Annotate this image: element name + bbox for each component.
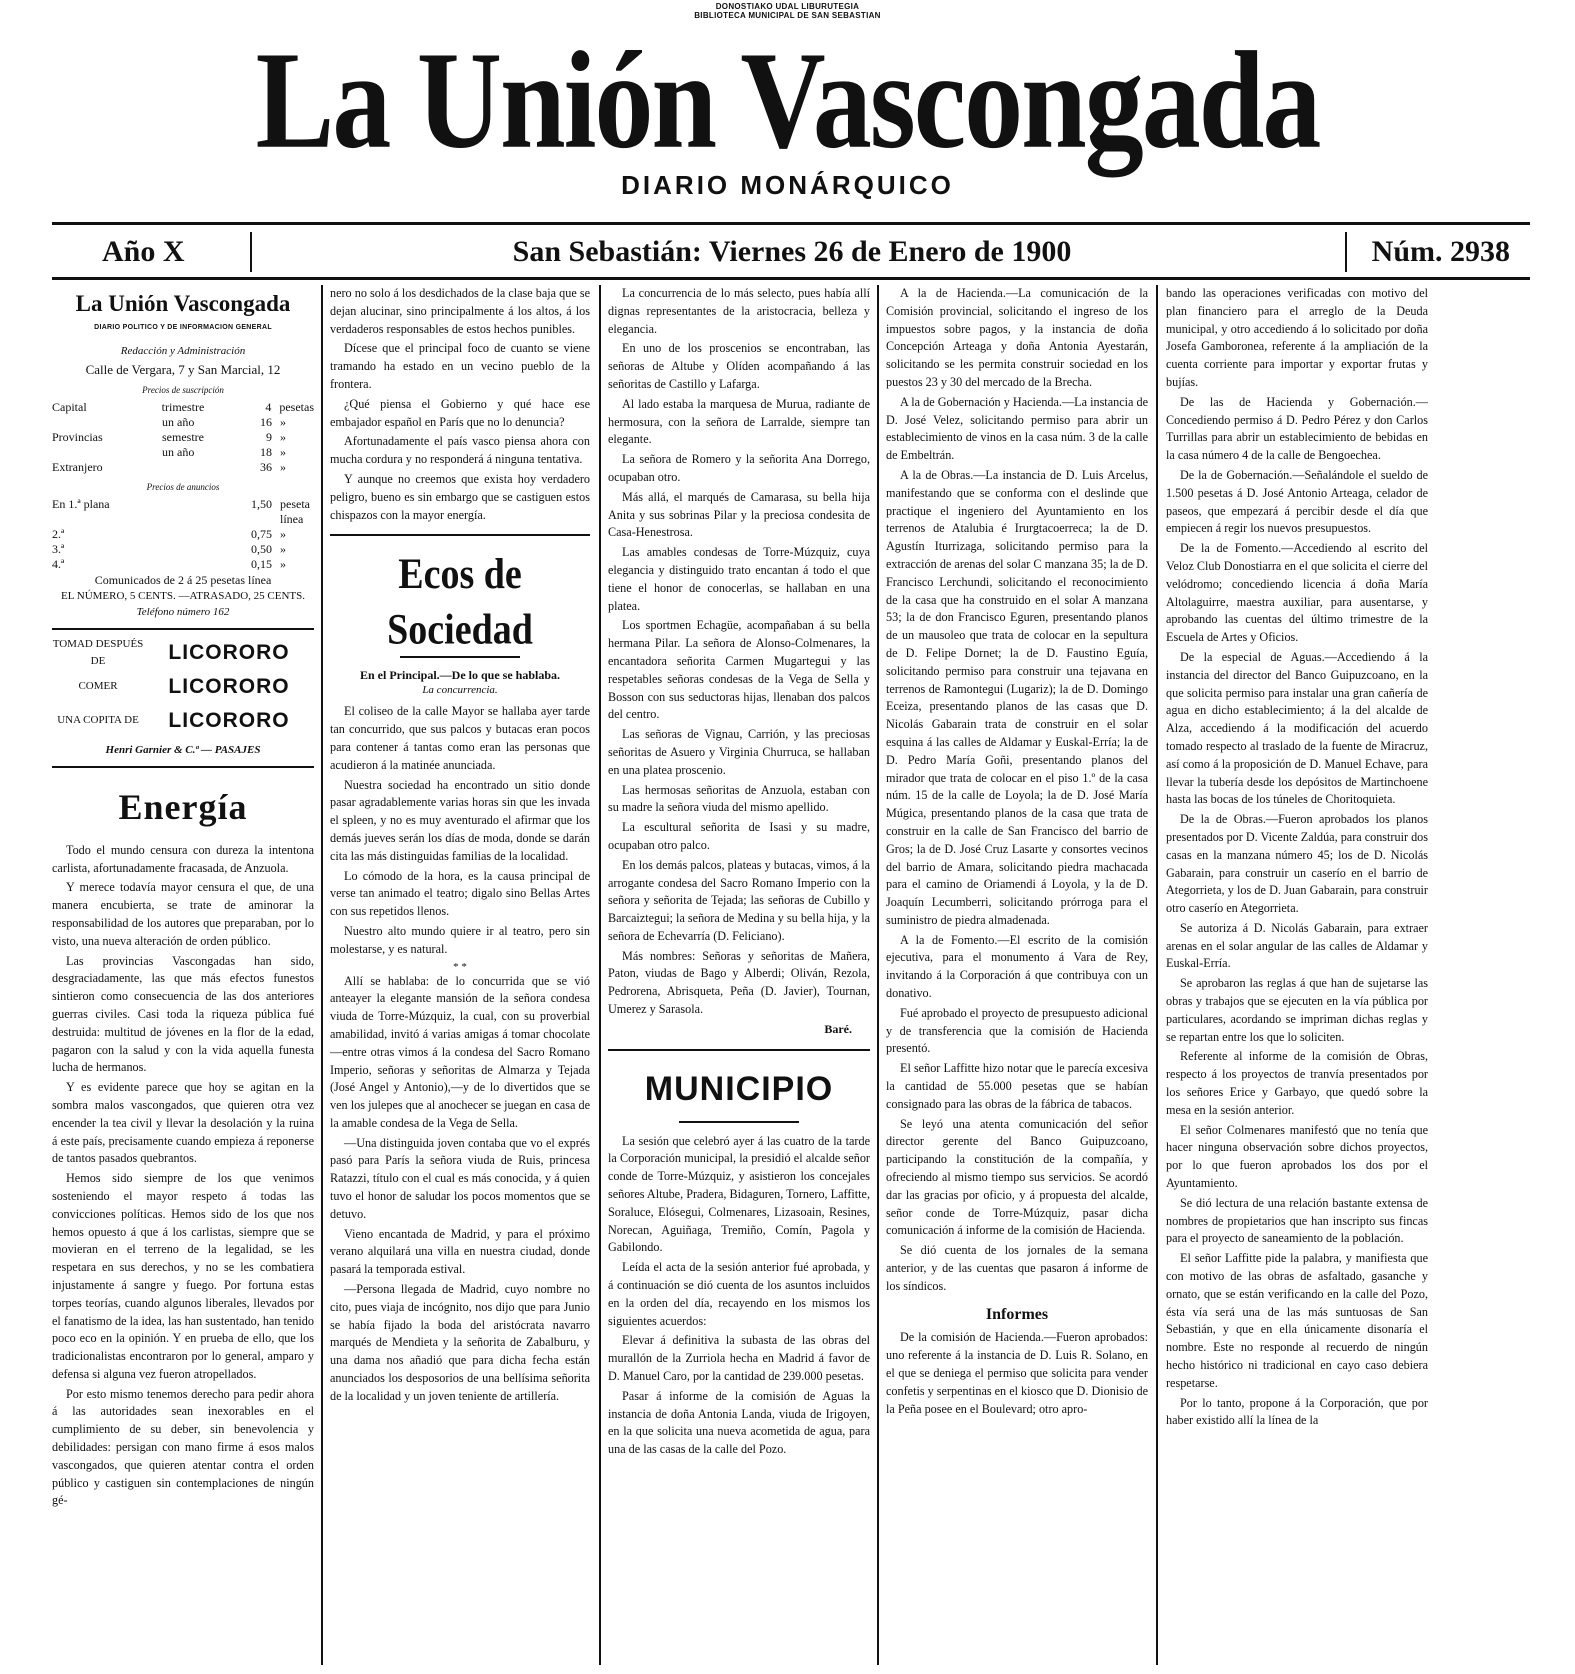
article-paragraph: Hemos sido siempre de los que venimos sosteniendo el mayor respeto á todas las convicciones políticas. Hemos sido de los que nos hemos opuesto á que á los carlistas, siempre que se movieran en el terreno de la legalidad, se les respetara en sus derechos, y no se les combatiera injustamente á sangre y fuego. Por fortuna estas torpes teorías, cuando algunos liberales, llevados por el fanatismo de la idea, las han sustentado, han tenido poco eco en la opinión. Y en prueba de ello, que los tradicionalistas encontraron por lo general, amparo y defensa si alguna vez fueron atropellados. <box>52 1171 314 1381</box>
issue-number: Núm. 2938 <box>1371 235 1510 268</box>
subscription-row <box>52 415 314 430</box>
column-4 <box>886 285 1148 1665</box>
article-paragraph: Se autoriza á D. Nicolás Gabarain, para extraer arenas en el solar angular de las calles de Aldamar y Euskal-Erría. <box>1166 920 1428 971</box>
article-paragraph: Más allá, el marqués de Camarasa, su bella hija Anita y sus sobrinas Pilar y la preciosa condesita de Casa-Henestrosa. <box>608 489 870 540</box>
subscription-row <box>52 460 314 475</box>
article-paragraph: Referente al informe de la comisión de Obras, respecto á los proyectos de tranvía presentados por los señores Erice y Garbayo, que quedó sobre la mesa en la sesión anterior. <box>1166 1049 1428 1117</box>
article-paragraph: Elevar á definitiva la subasta de las obras del murallón de la Zurriola hecha en Madrid á favor de D. Manuel Caro, por la cantidad de 239.000 pesetas. <box>608 1333 870 1384</box>
masthead-subtitle: DIARIO MONÁRQUICO <box>621 170 954 200</box>
article-paragraph: Se dió cuenta de los jornales de la semana anterior, y de las cuentas que pasaron á informe de los síndicos. <box>886 1243 1148 1293</box>
article-paragraph: El señor Laffitte hizo notar que le parecía excesiva la cantidad de 55.000 pesetas que se habían consignado para las obras de la fábrica de tabacos. <box>886 1061 1148 1111</box>
ad-price: 0,50 <box>251 541 272 556</box>
article-paragraph: El señor Colmenares manifestó que no tenía que hacer ninguna observación sobre dichos proyectos, por lo que fueron aprobados los dos por el Ayuntamiento. <box>1166 1122 1428 1191</box>
article-paragraph: De la comisión de Hacienda.—Fueron aprobados: uno referente á la instancia de D. Luis R. Solano, en el que se deniega el permiso que solicita para vender confetis y serpentinas en el kiosco que D. Dionisio de la Peña posee en el Boulevard; otro apro- <box>886 1330 1148 1416</box>
admin-label: Redacción y Administración <box>120 344 246 357</box>
article-paragraph: Se aprobaron las reglas á que han de sujetarse las obras y trabajos que se ejecuten en la vía pública por particulares, acordando se impriman dichas reglas y se repartan entre los que lo soliciten. <box>1166 976 1428 1044</box>
article-paragraph: Nuestra sociedad ha encontrado un sitio donde pasar agradablemente varias horas sin que les invada el spleen, y no es muy aventurado el afirmar que los demás jueves serán los días de moda, donde se darán cita las más distinguidas familias de la localidad. <box>330 777 590 863</box>
column-divider-1 <box>321 285 323 1665</box>
article-paragraph: Allí se hablaba: de lo concurrida que se vió anteayer la elegante mansión de la señora condesa viuda de Torre-Múzquiz, la cual, con su proverbial amabilidad, invitó á varias amigas á tomar chocolate—entre otras vimos á la condesa del Sacro Romano Imperio, señoras y señoritas de Almarza y Tejada (José Angel y Antonio),—y de lo divertidos que se ven los julepes que al anochecer se juegan en casa de la amable condesa de la Vega de Sella. <box>330 973 590 1130</box>
section-rule <box>330 534 590 536</box>
article-paragraph: —Una distinguida joven contaba que vo el exprés pasó para París la señora viuda de Ruis, princesa Ratazzi, título con el cual es más conocida, y á quien tuvo el honor de saludar los pocos momentos que se detuvo. <box>330 1135 590 1221</box>
energia-headline: Energía <box>118 786 248 827</box>
ad-price: 0,15 <box>251 556 272 571</box>
sub-price: 9 <box>266 430 272 445</box>
sub-place: Capital <box>52 400 87 415</box>
article-paragraph: La sesión que celebró ayer á las cuatro de la tarde la Corporación municipal, la presidió el alcalde señor conde de Torre-Múzquiz, y asistieron los concejales señores Altube, Pradera, Bidaguren, Tornero, Laffitte, Soraluce, Elósegui, Colmenares, Lizasoain, Resines, Norecan, Aguiñaga, Tremiño, Comín, Pagola y Gabilondo. <box>608 1133 870 1255</box>
address: Calle de Vergara, 7 y San Marcial, 12 <box>85 361 281 377</box>
sub-unit: » <box>280 460 286 475</box>
ad-page: En 1.ª plana <box>52 496 110 511</box>
article-paragraph: nero no solo á los desdichados de la clase baja que se dejan alucinar, sino principalmente á los altos, á los verdaderos responsables de estos hechos punibles. <box>330 286 590 336</box>
top-rule <box>52 222 1530 225</box>
article-paragraph: Por lo tanto, propone á la Corporación, que por haber existido allí la línea de la <box>1166 1395 1428 1428</box>
article-paragraph: —Persona llegada de Madrid, cuyo nombre no cito, pues viaja de incógnito, nos dijo que para Junio se había fijado la boda del aristócrata navarro marqués de Mendieta y la señorita de Zabalburu, y una dama nos añadió que para dicha fecha están anunciados los desposorios de una bellísima señorita de la localidad y un joven teniente de artillería. <box>330 1282 590 1403</box>
advert-left-text: UNA COPITA DE <box>57 714 139 727</box>
issue-year: Año X <box>102 235 185 268</box>
sub-period: un año <box>162 415 195 430</box>
article-paragraph: De las de Hacienda y Gobernación.—Concediendo permiso á D. Pedro Pérez y don Carlos Turrillas para abrir un establecimiento de bebidas en la casa número 4 de la calle de Bengoechea. <box>1166 394 1428 463</box>
advert-product: LICORORO <box>168 641 290 665</box>
article-paragraph: Afortunadamente el país vasco piensa ahora con mucha cordura y no responderá á ninguna tentativa. <box>330 434 590 467</box>
ecos-subheading: En el Principal.—De lo que se hablaba. <box>359 668 561 683</box>
section-stars: * * <box>453 960 467 973</box>
sub-period <box>162 460 232 475</box>
ad-page: 4.ª <box>52 556 65 571</box>
library-line-1: DONOSTIAKO UDAL LIBURUTEGIA <box>715 2 860 11</box>
library-line-2: BIBLIOTECA MUNICIPAL DE SAN SEBASTIAN <box>694 11 881 20</box>
column-2 <box>330 285 590 1665</box>
sub-place <box>52 415 162 430</box>
subscription-row <box>52 445 314 460</box>
ads-row <box>52 527 314 542</box>
date-bar-divider-right <box>1345 232 1347 272</box>
comunicados: Comunicados de 2 á 25 pesetas línea <box>94 572 272 587</box>
article-paragraph: Fué aprobado el proyecto de presupuesto adicional y de transferencia que la comisión de Hacienda presentó. <box>886 1005 1148 1056</box>
column-divider-3 <box>877 285 879 1665</box>
article-paragraph: Vieno encantada de Madrid, y para el próximo verano alquilará una villa en nuestra ciudad, donde pasará la temporada estival. <box>330 1226 590 1277</box>
ad-price: 1,50 <box>251 496 272 511</box>
sub-unit: » <box>280 415 286 430</box>
sub-price: 18 <box>260 445 272 460</box>
ads-header: Precios de anuncios <box>146 482 220 493</box>
subscription-header: Precios de suscripción <box>142 385 224 396</box>
column-divider-2 <box>599 285 601 1665</box>
ads-row <box>52 497 314 527</box>
article-paragraph: Por esto mismo tenemos derecho para pedir ahora á las autoridades sean inexorables en el cumplimiento de su deber, sin benevolencia y debilidades: persigan con mano firme á esos malos vascongados, que quieren atentar contra el orden público y castiguen sin contemplaciones de ningún gé- <box>52 1386 314 1508</box>
ad-unit: » <box>280 556 286 571</box>
article-paragraph: De la de Gobernación.—Señalándole el sueldo de 1.500 pesetas á D. José Antonio Arteaga, celador de paseos, que empezará á percibir desde el día que empiecen á regir los nuevos presupuestos. <box>1166 467 1428 536</box>
article-paragraph: ¿Qué piensa el Gobierno y qué hace ese embajador español en París que no lo denuncia? <box>330 396 590 429</box>
date-bar-bottom-rule <box>52 277 1530 280</box>
advert-left-text: TOMAD DESPUÉS DE <box>52 637 144 667</box>
sub-unit: » <box>280 430 286 445</box>
info-box <box>52 289 314 620</box>
article-paragraph: Los sportmen Echagüe, acompañaban á su bella hermana Pilar. La señora de Alonso-Colmenares, la encantadora señorita Carmen Mugartegui y las respetables señoras condesas de la Vega de Sella y Bosson con sus seductoras hijas, llenaban dos palcos del centro. <box>608 618 870 722</box>
advert-row <box>52 636 314 670</box>
article-paragraph: Las hermosas señoritas de Anzuola, estaban con su madre la señora viuda del mismo apellido. <box>608 782 870 815</box>
article-paragraph: Las señoras de Vignau, Carrión, y las preciosas señoritas de Asuero y Virginia Churruca, se hallaban en una platea proscenio. <box>608 727 870 777</box>
ads-row <box>52 557 314 572</box>
advert-row <box>52 670 314 704</box>
article-paragraph: De la especial de Aguas.—Accediendo á la instancia del director del Banco Guipuzcoano, en la que solicita permiso para instalar una gran cañería de agua en dicho establecimiento; á la del alcalde de Alza, accediendo á la modificación del acuerdo tomado respecto al traslado de la fuente de Miracruz, así como á la proposición de D. Manuel Echave, para llevar la tubería desde los depósitos de Martinchoene hasta las bocas de los túneles de Choritoquieta. <box>1166 649 1428 807</box>
article-paragraph: Todo el mundo censura con dureza la intentona carlista, afortunadamente fracasada, de Anzuola. <box>52 842 314 875</box>
article-paragraph: La concurrencia de lo más selecto, pues había allí dignas representantes de la aristocracia, belleza y elegancia. <box>608 286 870 336</box>
ecos-subheading-2: La concurrencia. <box>422 684 498 697</box>
article-paragraph: Lo cómodo de la hora, es la causa principal de verse tan animado el teatro; digalo sino Bellas Artes con sus repetidos llenos. <box>330 868 590 919</box>
ecos-headline: Ecos de Sociedad <box>387 550 533 655</box>
article-paragraph: Nuestro alto mundo quiere ir al teatro, pero sin molestarse, y es natural. <box>330 923 590 956</box>
article-paragraph: Al lado estaba la marquesa de Murua, radiante de hermosura, con la señora de Larralde, siempre tan elegante. <box>608 396 870 447</box>
ads-row <box>52 542 314 557</box>
article-paragraph: Dícese que el principal foco de cuanto se viene tramando ha estado en un vecino pueblo de la frontera. <box>330 341 590 391</box>
municipio-headline: MUNICIPIO <box>644 1069 834 1108</box>
advert-product: LICORORO <box>168 709 290 733</box>
advert-row <box>52 704 314 738</box>
article-paragraph: Leída el acta de la sesión anterior fué aprobada, y á continuación se dió cuenta de los asuntos incluidos en la orden del día, recayendo en los mismos los siguientes acuerdos: <box>608 1260 870 1328</box>
masthead-title: La Unión Vascongada <box>255 22 1320 178</box>
subscription-row <box>52 400 314 415</box>
ad-unit: peseta línea <box>280 496 310 526</box>
column-5 <box>1166 285 1428 1665</box>
article-paragraph: En uno de los proscenios se encontraban, las señoras de Altube y Olíden acompañando á las señoritas de Castillo y Lafarga. <box>608 341 870 391</box>
article-paragraph: De la de Fomento.—Accediendo al escrito del Veloz Club Donostiarra en el que solicita el cierre del velódromo; concediendo licencia á doña María Altolaguirre, maestra auxiliar, para ausentarse, y aprobando las cuentas del último trimestre de la Escuela de Artes y Oficios. <box>1166 541 1428 645</box>
article-paragraph: Y aunque no creemos que exista hoy verdadero peligro, bueno es sin embargo que se castiguen estos chispazos con la mayor energía. <box>330 471 590 522</box>
ad-page: 2.ª <box>52 526 65 541</box>
section-rule <box>608 1049 870 1051</box>
article-paragraph: En los demás palcos, plateas y butacas, vimos, á la arrogante condesa del Sacro Romano Imperio con la señora y señorita de Tejada; las señoras de Cubillo y Barcaiztegui; la señora de Medina y su bella hija, y la señora de Echevarría (D. Feliciano). <box>608 857 870 943</box>
info-box-subtitle: DIARIO POLITICO Y DE INFORMACION GENERAL <box>94 324 272 331</box>
ad-unit: » <box>280 541 286 556</box>
sub-unit: pesetas <box>279 400 314 415</box>
sub-price: 16 <box>260 415 272 430</box>
sub-place: Provincias <box>52 430 103 445</box>
advert-product: LICORORO <box>168 675 290 699</box>
sub-price: 4 <box>265 400 272 415</box>
ad-price: 0,75 <box>251 526 272 541</box>
column-divider-4 <box>1156 285 1158 1665</box>
library-stamp <box>0 2 1575 20</box>
price-per-issue: EL NÚMERO, 5 CENTS. —ATRASADO, 25 CENTS. <box>60 589 306 602</box>
article-paragraph: El señor Laffitte pide la palabra, y manifiesta que con motivo de las obras de asfaltado, gasanche y ornato, que se están verificando en la calle del Pozo, ésta vía será una de las más suntuosas de San Sebastián, y que en ella únicamente disonaría el nombre. Este no responde al recuerdo de ningún hecho histórico ni tradicional en cayo caso debiera respetarse. <box>1166 1251 1428 1390</box>
article-paragraph: Más nombres: Señoras y señoritas de Mañera, Paton, viudas de Bago y Alberdi; Oliván, Rezola, Pedrorena, Abrisqueta, Peña (D. Javier), Tournan, Umerez y Sarasola. <box>608 948 870 1017</box>
date-bar <box>52 227 1530 277</box>
licororo-advert <box>52 628 314 768</box>
sub-price: 36 <box>260 460 272 475</box>
ad-unit: » <box>280 526 286 541</box>
article-paragraph: Pasar á informe de la comisión de Aguas la instancia de doña Antonia Landa, viuda de Irigoyen, en la que solicita una nueva acometida de agua, para una de las casas de la calle del Pozo. <box>608 1388 870 1457</box>
advert-footer: Henri Garnier & C.ª — PASAJES <box>105 743 261 756</box>
sub-period: un año <box>162 445 195 460</box>
article-paragraph: Las provincias Vascongadas han sido, desgraciadamente, las que más efectos funestos sintieron como consecuencia de las dos anteriores guerras civiles. Casi toda la riqueza pública fué destruida: multitud de jóvenes en la flor de la edad, pagaron con la salud y con la vida aquella funesta lucha de hermanos. <box>52 953 314 1075</box>
advert-left-text: COMER <box>78 680 118 693</box>
date-bar-divider-left <box>250 232 252 272</box>
article-paragraph: A la de Gobernación y Hacienda.—La instancia de D. José Velez, solicitando permiso para abrir un establecimiento de vinos en la casa núm. 3 de la calle de Embeltrán. <box>886 394 1148 463</box>
article-paragraph: La señora de Romero y la señorita Ana Dorrego, ocupaban otro. <box>608 452 870 484</box>
sub-unit: » <box>280 445 286 460</box>
article-paragraph: Y merece todavía mayor censura el que, de una manera encubierta, se trate de aminorar la responsabilidad de los autores que preparaban, por lo visto, una nueva alteración de orden público. <box>52 880 314 948</box>
article-paragraph: A la de Hacienda.—La comunicación de la Comisión provincial, solicitando el ingreso de los impuestos sobre pagos, y la instancia de doña Concepción Arteaga y doña Antonia Ayestarán, solicitando se les permita construir sociedad en los puestos 23 y 30 del mercado de la Brecha. <box>886 286 1148 389</box>
article-paragraph: A la de Fomento.—El escrito de la comisión ejecutiva, para el monumento á Vara de Rey, invitando á la Corporación á que contribuya con un donativo. <box>886 932 1148 1001</box>
article-signature: Baré. <box>824 1021 852 1036</box>
ad-page: 3.ª <box>52 541 65 556</box>
article-paragraph: El coliseo de la calle Mayor se hallaba ayer tarde tan concurrido, que sus palcos y butacas eran pocos para contener á tantas como eran las personas que acudieron á la matinée anunciada. <box>330 704 590 772</box>
article-paragraph: A la de Obras.—La instancia de D. Luis Arcelus, manifestando que se conforma con el deslinde que practique el ingeniero del Ayuntamiento en los terrenos de Atalubia é Irurgtacoerreca; la de D. Agustín Iturrizaga, solicitando permiso para la extracción de arenas del solar C manzana 35; la de D. Francisco Lerchundi, solicitando el reconocimiento de la casa que ha construido en el solar A manzana 53; la de don Francisco Eguren, presentando planos de un mausoleo que trata de colocar en la sepultura de D. Felipe Dornet; la de D. Faustino Eguía, solicitando permiso para construir una tejavana en terrenos de Ramontegui (Lugariz); la de D. Domingo Eceiza, presentando planos de las casas que D. Nicolás Gabarain trata de construir en el solar esquina á las calles de Aldamar y Euskal-Erría; la de D. Pedro María Goñi, presentando planos del mirador que trata de colocar en el piso 1.º de la casa núm. 15 de la calle de Loyola; la de D. José María Múgica, presentando planos de la casa que trata de construir en la calle de San Francisco del barrio de Gros; la de D. José Cruz Lasarte y consortes vecinos del barrio de Amara, solicitando piedra machacada para el camino de Oriamendi á Loyola, y la de D. Joaquín Lecumberri, solicitando prórroga para el suministro de piedra almadenada. <box>886 467 1148 927</box>
headline-underline <box>679 1121 799 1123</box>
article-paragraph: Y es evidente parece que hoy se agitan en la sombra malos vascongados, que quieren otra vez encender la tea civil y llevar la desolación y la ruina á este país, precisamente cuando empieza á reponerse de tantos pasados quebrantos. <box>52 1080 314 1166</box>
sub-period: semestre <box>162 430 204 445</box>
telephone: Teléfono número 162 <box>136 605 230 618</box>
sub-place <box>52 445 162 460</box>
issue-date: San Sebastián: Viernes 26 de Enero de 1900 <box>512 235 1072 268</box>
article-paragraph: bando las operaciones verificadas con motivo del plan financiero para el arreglo de la Deuda municipal, y otro accediendo á lo solicitado por doña Josefa Gamboronea, referente á la ampliación de la cuenta corriente para importar y exportar frutas y bujías. <box>1166 286 1428 389</box>
column-1 <box>52 285 314 1665</box>
article-paragraph: Se dió lectura de una relación bastante extensa de nombres de propietarios que han inscripto sus fincas para el proyecto de saneamiento de la población. <box>1166 1195 1428 1246</box>
subscription-row <box>52 430 314 445</box>
sub-period: trimestre <box>161 400 205 415</box>
info-box-title: La Unión Vascongada <box>75 291 291 316</box>
article-paragraph: Se leyó una atenta comunicación del señor director gerente del Banco Guipuzcoano, participando la constitución de la compañía, y ofreciendo al mismo tiempo sus servicios. Se acordó dar las gracias por oficio, y á propuesta del alcalde, señor conde de Torre-Múzquiz, pasar dicha comunicación á informe de la comisión de Hacienda. <box>886 1116 1148 1238</box>
article-paragraph: De la de Obras.—Fueron aprobados los planos presentados por D. Vicente Zaldúa, para construir dos casas en la manzana número 45; los de D. Nicolás Gabarain, para construir un caserío en el barrio de Ategorrieta, y los de D. Juan Gabarain, para construir otro caserío en Ategorrieta. <box>1166 812 1428 916</box>
sub-place: Extranjero <box>52 460 103 475</box>
column-3 <box>608 285 870 1665</box>
informes-heading: Informes <box>985 1305 1049 1323</box>
article-paragraph: Las amables condesas de Torre-Múzquiz, cuya elegancia y distinguido trato encantan á todo el que tiene el honor de conocerlas, se hallaban en una platea. <box>608 545 870 613</box>
article-paragraph: La escultural señorita de Isasi y su madre, ocupaban otro palco. <box>608 820 870 852</box>
